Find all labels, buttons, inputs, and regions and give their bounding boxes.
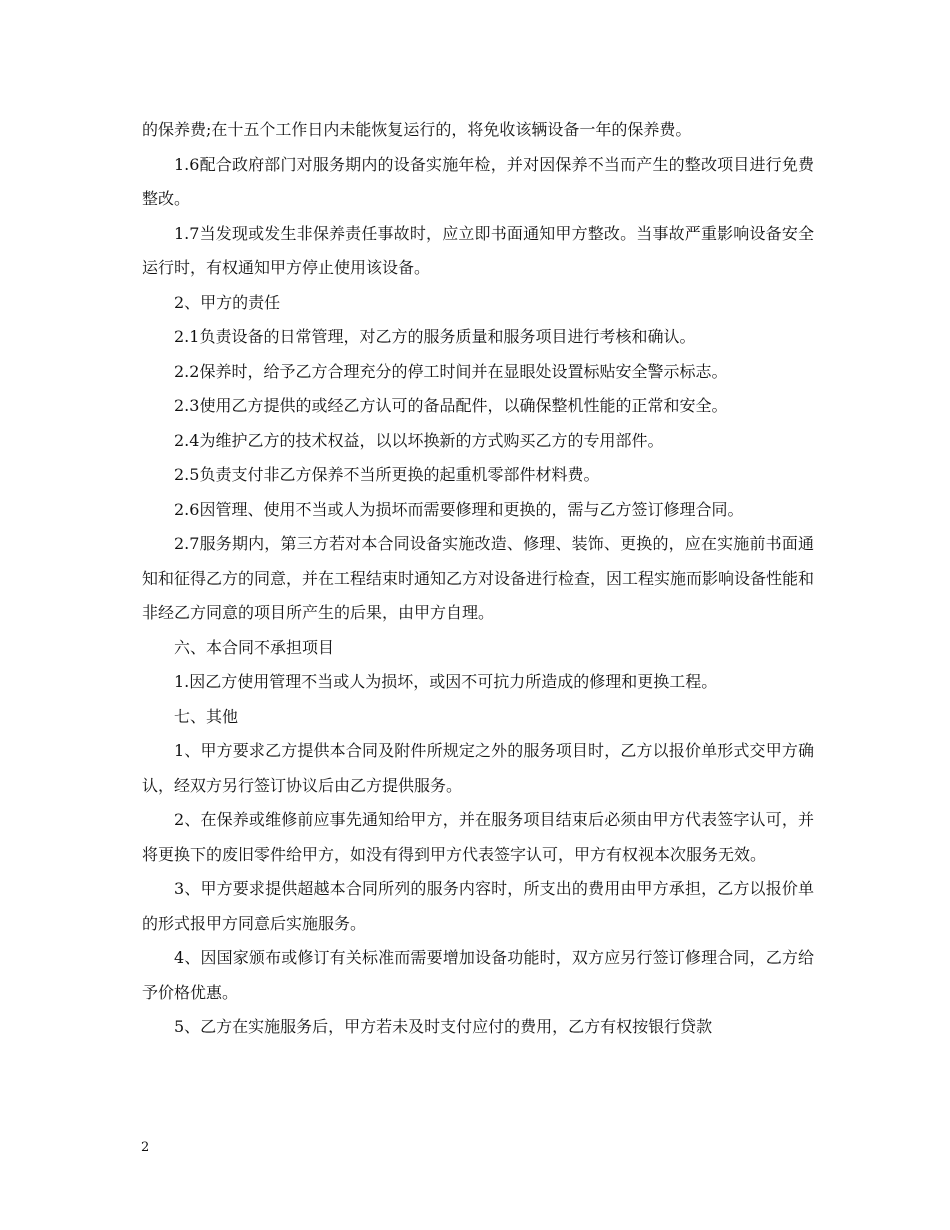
paragraph: 2.7服务期内，第三方若对本合同设备实施改造、修理、装饰、更换的，应在实施前书面通知和征得乙方的同意，并在工程结束时通知乙方对设备进行检查，因工程实施而影响设备性能和非经乙方同意的项目所产生的后果，由甲方自理。 xyxy=(142,534,815,622)
paragraph: 2.6因管理、使用不当或人为损坏而需要修理和更换的，需与乙方签订修理合同。 xyxy=(174,499,744,519)
paragraph: 5、乙方在实施服务后，甲方若未及时支付应付的费用，乙方有权按银行贷款 xyxy=(174,1017,713,1036)
paragraph: 2.4为维护乙方的技术权益，以以坏换新的方式购买乙方的专用部件。 xyxy=(174,430,664,450)
paragraph: 2.5负责支付非乙方保养不当所更换的起重机零部件材料费。 xyxy=(174,465,600,484)
paragraph: 1.6配合政府部门对服务期内的设备实施年检，并对因保养不当而产生的整改项目进行免费整改。 xyxy=(142,154,814,208)
paragraph: 4、因国家颁布或修订有关标准而需要增加设备功能时，双方应另行签订修理合同，乙方给予价格优惠。 xyxy=(142,948,814,1002)
paragraph: 1.7当发现或发生非保养责任事故时，应立即书面通知甲方整改。当事故严重影响设备安全运行时，有权通知甲方停止使用该设备。 xyxy=(142,223,814,277)
paragraph: 1.因乙方使用管理不当或人为损坏，或因不可抗力所造成的修理和更换工程。 xyxy=(174,672,718,691)
paragraph: 2.3使用乙方提供的或经乙方认可的备品配件，以确保整机性能的正常和安全。 xyxy=(174,396,728,415)
paragraph: 的保养费;在十五个工作日内未能恢复运行的，将免收该辆设备一年的保养费。 xyxy=(142,120,692,139)
page-number: 2 xyxy=(141,1140,150,1155)
paragraph: 2、甲方的责任 xyxy=(174,292,281,312)
paragraph: 2.1负责设备的日常管理，对乙方的服务质量和服务项目进行考核和确认。 xyxy=(174,327,696,346)
paragraph: 3、甲方要求提供超越本合同所列的服务内容时，所支出的费用由甲方承担，乙方以报价单的形式报甲方同意后实施服务。 xyxy=(142,879,814,933)
paragraph: 1、甲方要求乙方提供本合同及附件所规定之外的服务项目时，乙方以报价单形式交甲方确认，经双方另行签订协议后由乙方提供服务。 xyxy=(142,741,814,795)
paragraph: 2、在保养或维修前应事先通知给甲方，并在服务项目结束后必须由甲方代表签字认可，并将更换下的废旧零件给甲方，如没有得到甲方代表签字认可，甲方有权视本次服务无效。 xyxy=(142,810,814,864)
document-body xyxy=(142,113,814,1045)
paragraph: 七、其他 xyxy=(174,706,239,726)
paragraph: 六、本合同不承担项目 xyxy=(174,637,335,657)
paragraph: 2.2保养时，给予乙方合理充分的停工时间并在显眼处设置标贴安全警示标志。 xyxy=(174,361,728,381)
